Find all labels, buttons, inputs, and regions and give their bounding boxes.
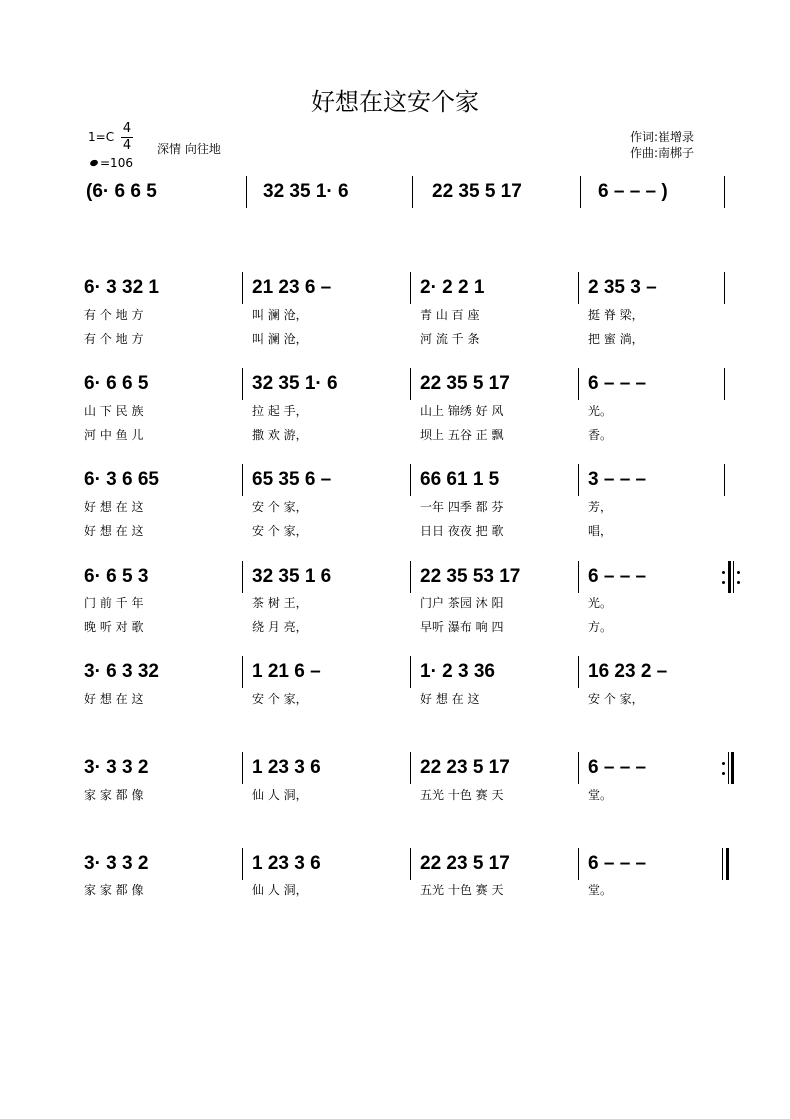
measure: 1 21 6 – xyxy=(252,661,321,682)
lyric-verse1: 门 前 千 年 xyxy=(84,596,144,610)
measure: 3· 3 3 2 xyxy=(84,757,149,778)
lyric-verse1: 有 个 地 方 xyxy=(84,308,144,322)
lyric-verse2: 叫 澜 沧， xyxy=(252,332,308,346)
final-barline xyxy=(726,848,729,880)
lyric-verse1: 好 想 在 这 xyxy=(420,692,480,706)
barline xyxy=(410,272,411,304)
lyric-verse2: 日日 夜夜 把 歌 xyxy=(420,524,504,538)
measure: 32 35 1· 6 xyxy=(252,373,338,394)
time-signature-top: 4 xyxy=(122,121,132,136)
time-signature-bottom: 4 xyxy=(122,138,132,153)
barline xyxy=(410,656,411,688)
barline xyxy=(242,368,243,400)
lyric-verse1: 叫 澜 沧， xyxy=(252,308,308,322)
barline xyxy=(724,368,725,400)
measure: 2· 2 2 1 xyxy=(420,277,485,298)
measure: 16 23 2 – xyxy=(588,661,668,682)
barline xyxy=(578,656,579,688)
lyric-verse2: 有 个 地 方 xyxy=(84,332,144,346)
measure: 6· 3 6 65 xyxy=(84,469,159,490)
lyric-verse1: 门户 茶园 沐 阳 xyxy=(420,596,504,610)
measure: 6 – – – xyxy=(588,373,647,394)
lyric-verse2: 撒 欢 游， xyxy=(252,428,308,442)
measure: 22 35 5 17 xyxy=(420,373,510,394)
lyric-verse1: 家 家 都 像 xyxy=(84,883,144,897)
expression-marking: 深情 向往地 xyxy=(157,142,221,156)
lyric-verse1: 仙 人 洞， xyxy=(252,883,308,897)
repeat-dot xyxy=(722,762,725,765)
barline xyxy=(724,272,725,304)
repeat-dot xyxy=(722,571,725,574)
measure: 22 23 5 17 xyxy=(420,757,510,778)
lyric-verse2: 方。 xyxy=(588,620,613,634)
measure: 2 35 3 – xyxy=(588,277,657,298)
song-title: 好想在这安个家 xyxy=(311,88,479,116)
barline xyxy=(410,848,411,880)
lyric-verse1: 安 个 家， xyxy=(252,500,308,514)
barline xyxy=(578,848,579,880)
barline xyxy=(724,464,725,496)
barline xyxy=(242,561,243,593)
lyric-verse1: 堂。 xyxy=(588,883,613,897)
lyric-verse1: 家 家 都 像 xyxy=(84,788,144,802)
lyric-verse1: 五光 十色 赛 天 xyxy=(420,788,504,802)
barline xyxy=(578,464,579,496)
lyric-verse1: 一年 四季 都 芬 xyxy=(420,500,504,514)
final-barline xyxy=(722,848,723,880)
lyric-verse1: 五光 十色 赛 天 xyxy=(420,883,504,897)
lyric-verse2: 安 个 家， xyxy=(252,524,308,538)
lyric-verse1: 安 个 家， xyxy=(252,692,308,706)
barline xyxy=(410,561,411,593)
lyric-verse2: 坝上 五谷 正 飘 xyxy=(420,428,504,442)
barline xyxy=(242,752,243,784)
lyric-verse2: 唱， xyxy=(588,524,613,538)
repeat-barline xyxy=(731,752,734,784)
measure: 6· 6 6 5 xyxy=(84,373,149,394)
quarter-note-icon xyxy=(89,159,99,167)
lyric-verse1: 芳， xyxy=(588,500,613,514)
barline xyxy=(724,176,725,208)
barline xyxy=(242,656,243,688)
measure: 32 35 1· 6 xyxy=(263,181,349,202)
measure: (6· 6 6 5 xyxy=(86,181,157,202)
lyric-verse1: 光。 xyxy=(588,596,613,610)
barline xyxy=(242,272,243,304)
barline xyxy=(410,464,411,496)
lyric-verse2: 把 蜜 淌， xyxy=(588,332,644,346)
barline xyxy=(410,752,411,784)
lyric-verse1: 拉 起 手， xyxy=(252,404,308,418)
measure: 6· 3 32 1 xyxy=(84,277,159,298)
tempo-marking: =106 xyxy=(100,156,133,170)
measure: 6· 6 5 3 xyxy=(84,566,149,587)
measure: 21 23 6 – xyxy=(252,277,332,298)
lyric-verse1: 好 想 在 这 xyxy=(84,692,144,706)
lyric-verse2: 香。 xyxy=(588,428,613,442)
lyric-verse1: 好 想 在 这 xyxy=(84,500,144,514)
lyric-verse1: 山上 锦绣 好 风 xyxy=(420,404,504,418)
barline xyxy=(412,176,413,208)
measure: 6 – – – xyxy=(588,757,647,778)
barline xyxy=(578,368,579,400)
lyricist-credit: 作词:崔增录 xyxy=(630,130,695,144)
measure: 6 – – – xyxy=(588,853,647,874)
lyric-verse1: 茶 树 王， xyxy=(252,596,308,610)
measure: 22 23 5 17 xyxy=(420,853,510,874)
measure: 1 23 3 6 xyxy=(252,853,321,874)
measure: 32 35 1 6 xyxy=(252,566,332,587)
barline xyxy=(246,176,247,208)
lyric-verse2: 晚 听 对 歌 xyxy=(84,620,144,634)
measure: 6 – – – xyxy=(588,566,647,587)
key-signature: 1=C xyxy=(88,130,115,144)
lyric-verse1: 仙 人 洞， xyxy=(252,788,308,802)
lyric-verse1: 山 下 民 族 xyxy=(84,404,144,418)
measure: 3· 6 3 32 xyxy=(84,661,159,682)
measure: 66 61 1 5 xyxy=(420,469,500,490)
barline xyxy=(242,848,243,880)
lyric-verse1: 光。 xyxy=(588,404,613,418)
lyric-verse2: 河 流 千 条 xyxy=(420,332,480,346)
measure: 3 – – – xyxy=(588,469,647,490)
barline xyxy=(578,561,579,593)
lyric-verse1: 挺 脊 梁， xyxy=(588,308,644,322)
measure: 22 35 5 17 xyxy=(432,181,522,202)
repeat-dot xyxy=(722,581,725,584)
lyric-verse1: 青 山 百 座 xyxy=(420,308,480,322)
repeat-dot xyxy=(737,571,740,574)
lyric-verse2: 早听 瀑布 响 四 xyxy=(420,620,504,634)
measure: 1 23 3 6 xyxy=(252,757,321,778)
measure: 22 35 53 17 xyxy=(420,566,521,587)
measure: 3· 3 3 2 xyxy=(84,853,149,874)
measure: 65 35 6 – xyxy=(252,469,332,490)
composer-credit: 作曲:南梆子 xyxy=(630,146,695,160)
lyric-verse2: 好 想 在 这 xyxy=(84,524,144,538)
barline xyxy=(242,464,243,496)
repeat-dot xyxy=(737,581,740,584)
measure: 6 – – – ) xyxy=(598,181,668,202)
barline xyxy=(578,752,579,784)
barline xyxy=(578,272,579,304)
lyric-verse1: 安 个 家， xyxy=(588,692,644,706)
lyric-verse1: 堂。 xyxy=(588,788,613,802)
lyric-verse2: 绕 月 亮， xyxy=(252,620,308,634)
barline xyxy=(410,368,411,400)
repeat-barline xyxy=(733,561,734,593)
repeat-barline xyxy=(728,561,731,593)
lyric-verse2: 河 中 鱼 儿 xyxy=(84,428,144,442)
repeat-dot xyxy=(722,772,725,775)
barline xyxy=(580,176,581,208)
measure: 1· 2 3 36 xyxy=(420,661,495,682)
repeat-barline xyxy=(728,752,729,784)
